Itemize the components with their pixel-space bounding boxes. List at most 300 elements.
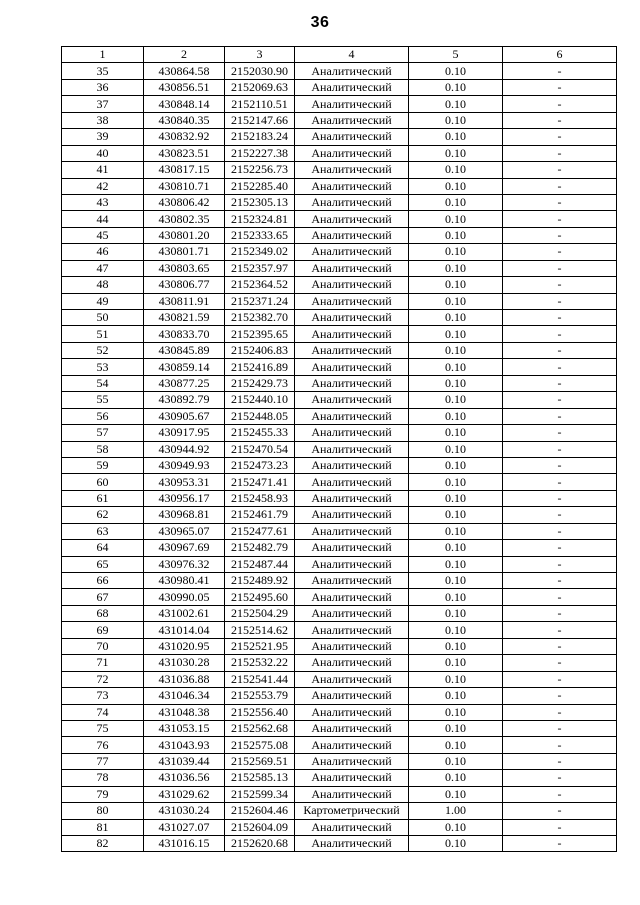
x-coordinate-cell: 431027.07: [144, 819, 225, 835]
accuracy-cell: 0.10: [409, 474, 503, 490]
accuracy-cell: 0.10: [409, 211, 503, 227]
method-cell: Аналитический: [295, 671, 409, 687]
y-coordinate-cell: 2152556.40: [225, 704, 295, 720]
point-number-cell: 56: [62, 408, 144, 424]
table-row: [62, 326, 617, 342]
method-cell: Аналитический: [295, 556, 409, 572]
method-cell: Аналитический: [295, 425, 409, 441]
note-cell: -: [503, 96, 617, 112]
table-row: [62, 490, 617, 506]
accuracy-cell: 0.10: [409, 392, 503, 408]
method-cell: Аналитический: [295, 162, 409, 178]
y-coordinate-cell: 2152364.52: [225, 277, 295, 293]
accuracy-cell: 0.10: [409, 227, 503, 243]
note-cell: -: [503, 836, 617, 852]
table-row: [62, 162, 617, 178]
x-coordinate-cell: 431030.28: [144, 655, 225, 671]
note-cell: -: [503, 129, 617, 145]
point-number-cell: 72: [62, 671, 144, 687]
y-coordinate-cell: 2152604.46: [225, 803, 295, 819]
table-row: [62, 671, 617, 687]
y-coordinate-cell: 2152575.08: [225, 737, 295, 753]
note-cell: -: [503, 244, 617, 260]
table-row: [62, 227, 617, 243]
method-cell: Аналитический: [295, 63, 409, 79]
method-cell: Аналитический: [295, 277, 409, 293]
accuracy-cell: 0.10: [409, 326, 503, 342]
point-number-cell: 79: [62, 786, 144, 802]
accuracy-cell: 0.10: [409, 753, 503, 769]
table-row: [62, 260, 617, 276]
note-cell: -: [503, 342, 617, 358]
accuracy-cell: 0.10: [409, 770, 503, 786]
x-coordinate-cell: 430877.25: [144, 375, 225, 391]
table-row: [62, 704, 617, 720]
note-cell: -: [503, 392, 617, 408]
table-row: [62, 425, 617, 441]
point-number-cell: 81: [62, 819, 144, 835]
accuracy-cell: 0.10: [409, 556, 503, 572]
point-number-cell: 49: [62, 293, 144, 309]
y-coordinate-cell: 2152620.68: [225, 836, 295, 852]
method-cell: Аналитический: [295, 457, 409, 473]
y-coordinate-cell: 2152504.29: [225, 605, 295, 621]
x-coordinate-cell: 430968.81: [144, 507, 225, 523]
y-coordinate-cell: 2152473.23: [225, 457, 295, 473]
note-cell: -: [503, 63, 617, 79]
note-cell: -: [503, 408, 617, 424]
method-cell: Аналитический: [295, 622, 409, 638]
x-coordinate-cell: 430990.05: [144, 589, 225, 605]
column-header-1: 1: [62, 47, 144, 63]
method-cell: Аналитический: [295, 129, 409, 145]
method-cell: Аналитический: [295, 375, 409, 391]
y-coordinate-cell: 2152305.13: [225, 194, 295, 210]
accuracy-cell: 0.10: [409, 605, 503, 621]
point-number-cell: 74: [62, 704, 144, 720]
method-cell: Аналитический: [295, 359, 409, 375]
method-cell: Аналитический: [295, 96, 409, 112]
point-number-cell: 43: [62, 194, 144, 210]
x-coordinate-cell: 431039.44: [144, 753, 225, 769]
method-cell: Аналитический: [295, 786, 409, 802]
x-coordinate-cell: 430806.42: [144, 194, 225, 210]
point-number-cell: 77: [62, 753, 144, 769]
x-coordinate-cell: 430840.35: [144, 112, 225, 128]
y-coordinate-cell: 2152371.24: [225, 293, 295, 309]
table-row: [62, 819, 617, 835]
point-number-cell: 37: [62, 96, 144, 112]
accuracy-cell: 0.10: [409, 342, 503, 358]
table-row: [62, 244, 617, 260]
x-coordinate-cell: 431043.93: [144, 737, 225, 753]
table-row: [62, 474, 617, 490]
method-cell: Аналитический: [295, 540, 409, 556]
x-coordinate-cell: 431029.62: [144, 786, 225, 802]
note-cell: -: [503, 310, 617, 326]
x-coordinate-cell: 430967.69: [144, 540, 225, 556]
point-number-cell: 62: [62, 507, 144, 523]
point-number-cell: 51: [62, 326, 144, 342]
method-cell: Аналитический: [295, 589, 409, 605]
table-row: [62, 836, 617, 852]
note-cell: -: [503, 655, 617, 671]
table-row: [62, 457, 617, 473]
y-coordinate-cell: 2152030.90: [225, 63, 295, 79]
point-number-cell: 57: [62, 425, 144, 441]
method-cell: Аналитический: [295, 507, 409, 523]
y-coordinate-cell: 2152541.44: [225, 671, 295, 687]
point-number-cell: 68: [62, 605, 144, 621]
method-cell: Аналитический: [295, 79, 409, 95]
point-number-cell: 48: [62, 277, 144, 293]
table-row: [62, 605, 617, 621]
y-coordinate-cell: 2152395.65: [225, 326, 295, 342]
x-coordinate-cell: 430859.14: [144, 359, 225, 375]
table-row: [62, 178, 617, 194]
accuracy-cell: 0.10: [409, 704, 503, 720]
table-row: [62, 129, 617, 145]
y-coordinate-cell: 2152357.97: [225, 260, 295, 276]
y-coordinate-cell: 2152470.54: [225, 441, 295, 457]
y-coordinate-cell: 2152471.41: [225, 474, 295, 490]
method-cell: Аналитический: [295, 753, 409, 769]
table-row: [62, 573, 617, 589]
column-header-3: 3: [225, 47, 295, 63]
table-row: [62, 523, 617, 539]
x-coordinate-cell: 431046.34: [144, 688, 225, 704]
table-row: [62, 688, 617, 704]
column-header-4: 4: [295, 47, 409, 63]
point-number-cell: 46: [62, 244, 144, 260]
table-row: [62, 720, 617, 736]
y-coordinate-cell: 2152553.79: [225, 688, 295, 704]
y-coordinate-cell: 2152487.44: [225, 556, 295, 572]
point-number-cell: 45: [62, 227, 144, 243]
point-number-cell: 71: [62, 655, 144, 671]
method-cell: Аналитический: [295, 244, 409, 260]
method-cell: Аналитический: [295, 310, 409, 326]
y-coordinate-cell: 2152562.68: [225, 720, 295, 736]
y-coordinate-cell: 2152477.61: [225, 523, 295, 539]
method-cell: Аналитический: [295, 573, 409, 589]
column-header-2: 2: [144, 47, 225, 63]
y-coordinate-cell: 2152069.63: [225, 79, 295, 95]
note-cell: -: [503, 260, 617, 276]
y-coordinate-cell: 2152489.92: [225, 573, 295, 589]
y-coordinate-cell: 2152455.33: [225, 425, 295, 441]
point-number-cell: 53: [62, 359, 144, 375]
accuracy-cell: 0.10: [409, 457, 503, 473]
table-row: [62, 753, 617, 769]
accuracy-cell: 0.10: [409, 96, 503, 112]
point-number-cell: 80: [62, 803, 144, 819]
point-number-cell: 38: [62, 112, 144, 128]
accuracy-cell: 0.10: [409, 260, 503, 276]
note-cell: -: [503, 704, 617, 720]
note-cell: -: [503, 145, 617, 161]
note-cell: -: [503, 441, 617, 457]
accuracy-cell: 0.10: [409, 408, 503, 424]
table-row: [62, 737, 617, 753]
accuracy-cell: 0.10: [409, 622, 503, 638]
table-row: [62, 112, 617, 128]
y-coordinate-cell: 2152429.73: [225, 375, 295, 391]
x-coordinate-cell: 431048.38: [144, 704, 225, 720]
note-cell: -: [503, 277, 617, 293]
table-row: [62, 211, 617, 227]
y-coordinate-cell: 2152256.73: [225, 162, 295, 178]
method-cell: Аналитический: [295, 178, 409, 194]
x-coordinate-cell: 430956.17: [144, 490, 225, 506]
note-cell: -: [503, 589, 617, 605]
header-row: [62, 47, 617, 63]
x-coordinate-cell: 430949.93: [144, 457, 225, 473]
point-number-cell: 40: [62, 145, 144, 161]
accuracy-cell: 0.10: [409, 540, 503, 556]
x-coordinate-cell: 430944.92: [144, 441, 225, 457]
method-cell: Аналитический: [295, 194, 409, 210]
table-row: [62, 770, 617, 786]
method-cell: Аналитический: [295, 408, 409, 424]
y-coordinate-cell: 2152482.79: [225, 540, 295, 556]
table-row: [62, 293, 617, 309]
column-header-6: 6: [503, 47, 617, 63]
method-cell: Аналитический: [295, 293, 409, 309]
point-number-cell: 39: [62, 129, 144, 145]
y-coordinate-cell: 2152382.70: [225, 310, 295, 326]
table-row: [62, 408, 617, 424]
note-cell: -: [503, 293, 617, 309]
y-coordinate-cell: 2152406.83: [225, 342, 295, 358]
y-coordinate-cell: 2152227.38: [225, 145, 295, 161]
point-number-cell: 52: [62, 342, 144, 358]
x-coordinate-cell: 430823.51: [144, 145, 225, 161]
accuracy-cell: 1.00: [409, 803, 503, 819]
x-coordinate-cell: 430980.41: [144, 573, 225, 589]
accuracy-cell: 0.10: [409, 638, 503, 654]
y-coordinate-cell: 2152461.79: [225, 507, 295, 523]
accuracy-cell: 0.10: [409, 194, 503, 210]
accuracy-cell: 0.10: [409, 490, 503, 506]
accuracy-cell: 0.10: [409, 737, 503, 753]
table-body: [62, 63, 617, 852]
table-row: [62, 638, 617, 654]
x-coordinate-cell: 430810.71: [144, 178, 225, 194]
accuracy-cell: 0.10: [409, 671, 503, 687]
accuracy-cell: 0.10: [409, 310, 503, 326]
note-cell: -: [503, 457, 617, 473]
method-cell: Аналитический: [295, 342, 409, 358]
method-cell: Аналитический: [295, 227, 409, 243]
table-row: [62, 540, 617, 556]
point-number-cell: 65: [62, 556, 144, 572]
point-number-cell: 61: [62, 490, 144, 506]
point-number-cell: 78: [62, 770, 144, 786]
note-cell: -: [503, 819, 617, 835]
table-row: [62, 342, 617, 358]
note-cell: -: [503, 671, 617, 687]
x-coordinate-cell: 430864.58: [144, 63, 225, 79]
accuracy-cell: 0.10: [409, 145, 503, 161]
y-coordinate-cell: 2152440.10: [225, 392, 295, 408]
table-row: [62, 786, 617, 802]
point-number-cell: 66: [62, 573, 144, 589]
point-number-cell: 36: [62, 79, 144, 95]
method-cell: Аналитический: [295, 688, 409, 704]
accuracy-cell: 0.10: [409, 63, 503, 79]
note-cell: -: [503, 556, 617, 572]
table-header: [62, 47, 617, 63]
table-row: [62, 556, 617, 572]
point-number-cell: 59: [62, 457, 144, 473]
coordinates-table: [61, 46, 617, 852]
x-coordinate-cell: 430832.92: [144, 129, 225, 145]
method-cell: Аналитический: [295, 211, 409, 227]
x-coordinate-cell: 431020.95: [144, 638, 225, 654]
point-number-cell: 44: [62, 211, 144, 227]
method-cell: Аналитический: [295, 441, 409, 457]
accuracy-cell: 0.10: [409, 720, 503, 736]
table-row: [62, 507, 617, 523]
note-cell: -: [503, 425, 617, 441]
table-row: [62, 79, 617, 95]
method-cell: Аналитический: [295, 655, 409, 671]
table-row: [62, 655, 617, 671]
method-cell: Картометрический: [295, 803, 409, 819]
y-coordinate-cell: 2152458.93: [225, 490, 295, 506]
y-coordinate-cell: 2152532.22: [225, 655, 295, 671]
x-coordinate-cell: 430976.32: [144, 556, 225, 572]
method-cell: Аналитический: [295, 145, 409, 161]
table-row: [62, 310, 617, 326]
x-coordinate-cell: 430892.79: [144, 392, 225, 408]
x-coordinate-cell: 430953.31: [144, 474, 225, 490]
method-cell: Аналитический: [295, 638, 409, 654]
y-coordinate-cell: 2152183.24: [225, 129, 295, 145]
x-coordinate-cell: 431016.15: [144, 836, 225, 852]
x-coordinate-cell: 430905.67: [144, 408, 225, 424]
method-cell: Аналитический: [295, 523, 409, 539]
y-coordinate-cell: 2152514.62: [225, 622, 295, 638]
note-cell: -: [503, 720, 617, 736]
x-coordinate-cell: 431030.24: [144, 803, 225, 819]
accuracy-cell: 0.10: [409, 573, 503, 589]
note-cell: -: [503, 490, 617, 506]
table-row: [62, 145, 617, 161]
method-cell: Аналитический: [295, 704, 409, 720]
point-number-cell: 67: [62, 589, 144, 605]
accuracy-cell: 0.10: [409, 425, 503, 441]
x-coordinate-cell: 430803.65: [144, 260, 225, 276]
point-number-cell: 55: [62, 392, 144, 408]
table-row: [62, 589, 617, 605]
note-cell: -: [503, 162, 617, 178]
x-coordinate-cell: 430917.95: [144, 425, 225, 441]
y-coordinate-cell: 2152147.66: [225, 112, 295, 128]
note-cell: -: [503, 507, 617, 523]
note-cell: -: [503, 194, 617, 210]
table-row: [62, 194, 617, 210]
table-row: [62, 392, 617, 408]
method-cell: Аналитический: [295, 770, 409, 786]
x-coordinate-cell: 430817.15: [144, 162, 225, 178]
accuracy-cell: 0.10: [409, 819, 503, 835]
note-cell: -: [503, 523, 617, 539]
note-cell: -: [503, 178, 617, 194]
point-number-cell: 35: [62, 63, 144, 79]
y-coordinate-cell: 2152585.13: [225, 770, 295, 786]
accuracy-cell: 0.10: [409, 523, 503, 539]
accuracy-cell: 0.10: [409, 178, 503, 194]
table-row: [62, 96, 617, 112]
y-coordinate-cell: 2152110.51: [225, 96, 295, 112]
note-cell: -: [503, 688, 617, 704]
accuracy-cell: 0.10: [409, 786, 503, 802]
y-coordinate-cell: 2152521.95: [225, 638, 295, 654]
y-coordinate-cell: 2152349.02: [225, 244, 295, 260]
y-coordinate-cell: 2152599.34: [225, 786, 295, 802]
point-number-cell: 76: [62, 737, 144, 753]
point-number-cell: 42: [62, 178, 144, 194]
x-coordinate-cell: 431014.04: [144, 622, 225, 638]
note-cell: -: [503, 737, 617, 753]
accuracy-cell: 0.10: [409, 375, 503, 391]
point-number-cell: 69: [62, 622, 144, 638]
note-cell: -: [503, 622, 617, 638]
accuracy-cell: 0.10: [409, 688, 503, 704]
method-cell: Аналитический: [295, 605, 409, 621]
note-cell: -: [503, 573, 617, 589]
point-number-cell: 73: [62, 688, 144, 704]
y-coordinate-cell: 2152416.89: [225, 359, 295, 375]
y-coordinate-cell: 2152495.60: [225, 589, 295, 605]
accuracy-cell: 0.10: [409, 836, 503, 852]
note-cell: -: [503, 359, 617, 375]
point-number-cell: 60: [62, 474, 144, 490]
point-number-cell: 64: [62, 540, 144, 556]
table-row: [62, 375, 617, 391]
accuracy-cell: 0.10: [409, 359, 503, 375]
x-coordinate-cell: 430801.71: [144, 244, 225, 260]
method-cell: Аналитический: [295, 836, 409, 852]
x-coordinate-cell: 431053.15: [144, 720, 225, 736]
accuracy-cell: 0.10: [409, 244, 503, 260]
point-number-cell: 41: [62, 162, 144, 178]
note-cell: -: [503, 227, 617, 243]
method-cell: Аналитический: [295, 490, 409, 506]
method-cell: Аналитический: [295, 260, 409, 276]
accuracy-cell: 0.10: [409, 507, 503, 523]
x-coordinate-cell: 430848.14: [144, 96, 225, 112]
note-cell: -: [503, 474, 617, 490]
table-row: [62, 359, 617, 375]
x-coordinate-cell: 430801.20: [144, 227, 225, 243]
point-number-cell: 50: [62, 310, 144, 326]
point-number-cell: 63: [62, 523, 144, 539]
point-number-cell: 54: [62, 375, 144, 391]
method-cell: Аналитический: [295, 112, 409, 128]
note-cell: -: [503, 770, 617, 786]
point-number-cell: 75: [62, 720, 144, 736]
accuracy-cell: 0.10: [409, 79, 503, 95]
x-coordinate-cell: 430845.89: [144, 342, 225, 358]
accuracy-cell: 0.10: [409, 162, 503, 178]
note-cell: -: [503, 375, 617, 391]
note-cell: -: [503, 753, 617, 769]
x-coordinate-cell: 430856.51: [144, 79, 225, 95]
y-coordinate-cell: 2152285.40: [225, 178, 295, 194]
